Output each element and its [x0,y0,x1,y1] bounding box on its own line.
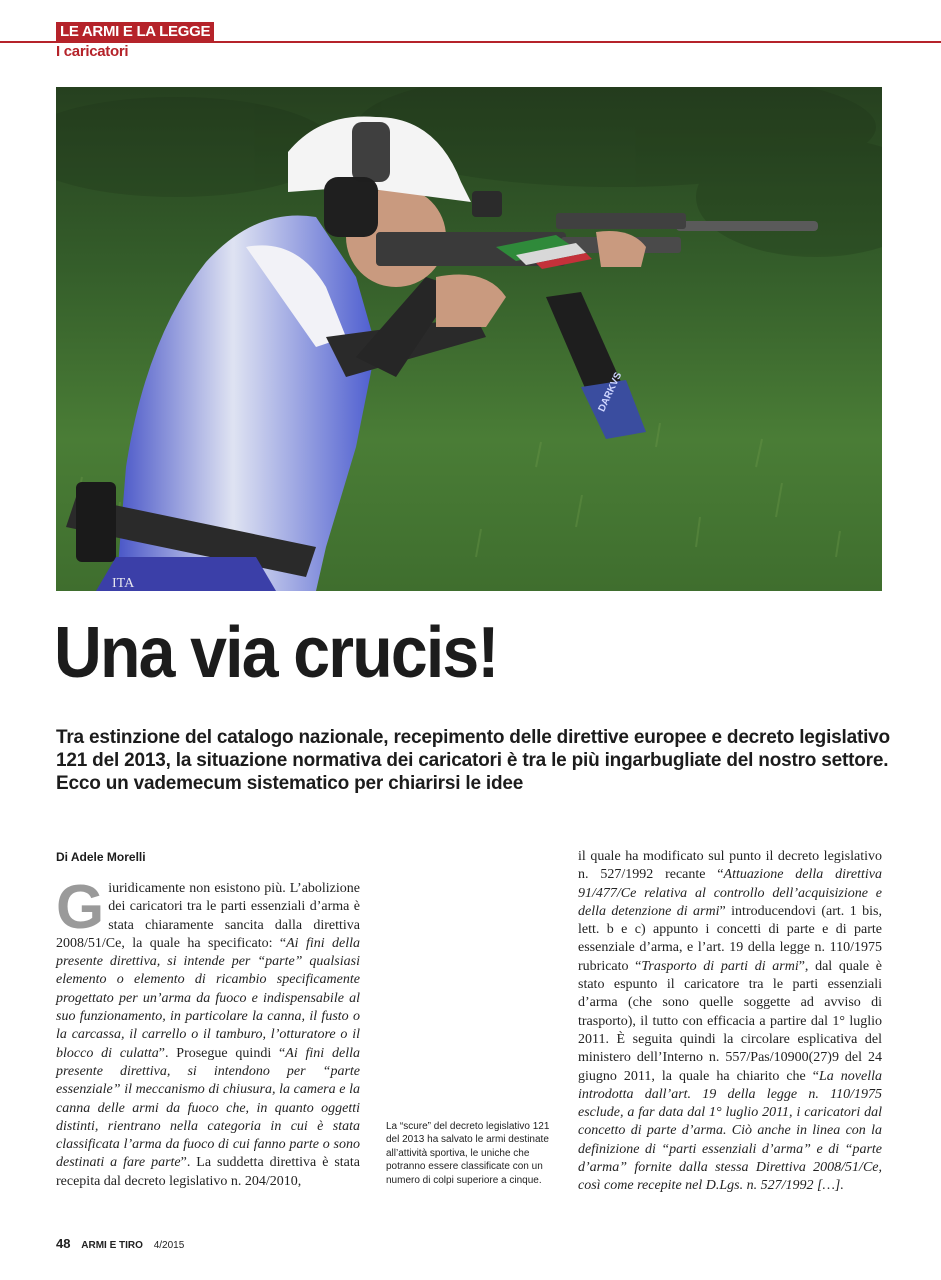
ear-protection [324,177,378,237]
page-footer [56,1236,184,1251]
body-paragraph: Giuridicamente non esistono più. L’abolizione dei caricatori tra le parti essenziali d’arma è stata chiaramente sancita dalla direttiva 2008/51/Ce, la quale ha specificato: “Ai fini della presente direttiva, si intende per “parte” qualsiasi elemento o elemento di ricambio specificamente progettato per un’arma da fuoco e indispensabile al suo funzionamento, in particolare la canna, il fusto o la carcassa, il carrello o il tamburo, l’otturatore o il blocco di culatta”. Prosegue quindi “Ai fini della presente direttiva, si intendono per “parte essenziale” il meccanismo di chiusura, la camera e la canna delle armi da fuoco che, in quanto oggetti distinti, rientrano nella categoria in cui è stata classificata l’arma da fuoco di cui fanno parte o sono destinati a fare parte”. La suddetta direttiva è stata recepita dal decreto legislativo n. 204/2010, [56,873,361,1189]
body-column-right [578,848,882,1196]
section-subtitle: I caricatori [56,43,129,60]
hero-photo [56,87,882,591]
magazine-brand: DARKVS [596,370,625,414]
byline: Di Adele Morelli [56,850,146,864]
body-paragraph: il quale ha modificato sul punto il decreto legislativo n. 527/1992 recante “Attuazione della direttiva 91/477/Ce relativa al controllo dell’acquisizione e della detenzione di armi” introducendovi (art. 1 bis, lett. b e c) appunto i concetti di parte e di parte essenziale d’arma, e l’art. 19 della legge n. 110/1975 rubricato “Trasporto di parti di armi”, dal quale è stato espunto il caricatore tra le parti essenziali d’arma (che sono quelle soggette ad avviso di trasporto), il tutto con efficacia a partire dal 1° luglio 2011. È seguita quindi la circolare esplicativa del ministero dell’Interno n. 557/Pas/10900(27)9 del 24 giugno 2011, la quale ha chiarito che “La novella introdotta dall’art. 19 della legge n. 110/1975 esclude, a far data dal 1° luglio 2011, i caricatori dal concetto di parte d’arma. Ciò anche in linea con la definizione di “parti essenziali d’arma” e di “parte d’arma” fornite dalla stessa Direttiva 2008/51/Ce, così come recepite nel D.Lgs. n. 527/1992 […]. [578,849,883,1194]
jersey-label: ITA [112,576,135,591]
body-column-left [56,873,361,1191]
issue-number: 4/2015 [153,1240,185,1251]
drop-cap: G [56,873,105,942]
magazine-name: ARMI E TIRO [81,1240,143,1251]
article-standfirst: Tra estinzione del catalogo nazionale, recepimento delle direttive europee e decreto legislativo 121 del 2013, la situazione normativa dei caricatori è tra le più ingarbugliate del nostro settore. Ecco un vademecum sistematico per chiarirsi le idee [56,727,890,794]
article-title: Una via crucis! [54,613,498,693]
section-tag: LE ARMI E LA LEGGE [56,22,214,41]
page-number: 48 [56,1236,71,1251]
shooter-photo-illustration [56,87,882,591]
photo-caption: La “scure” del decreto legislativo 121 del 2013 ha salvato le armi destinate all’attività sportiva, le uniche che potranno essere classificate con un numero di colpi superiore a cinque. [386,1121,550,1186]
header-rule [0,41,941,43]
